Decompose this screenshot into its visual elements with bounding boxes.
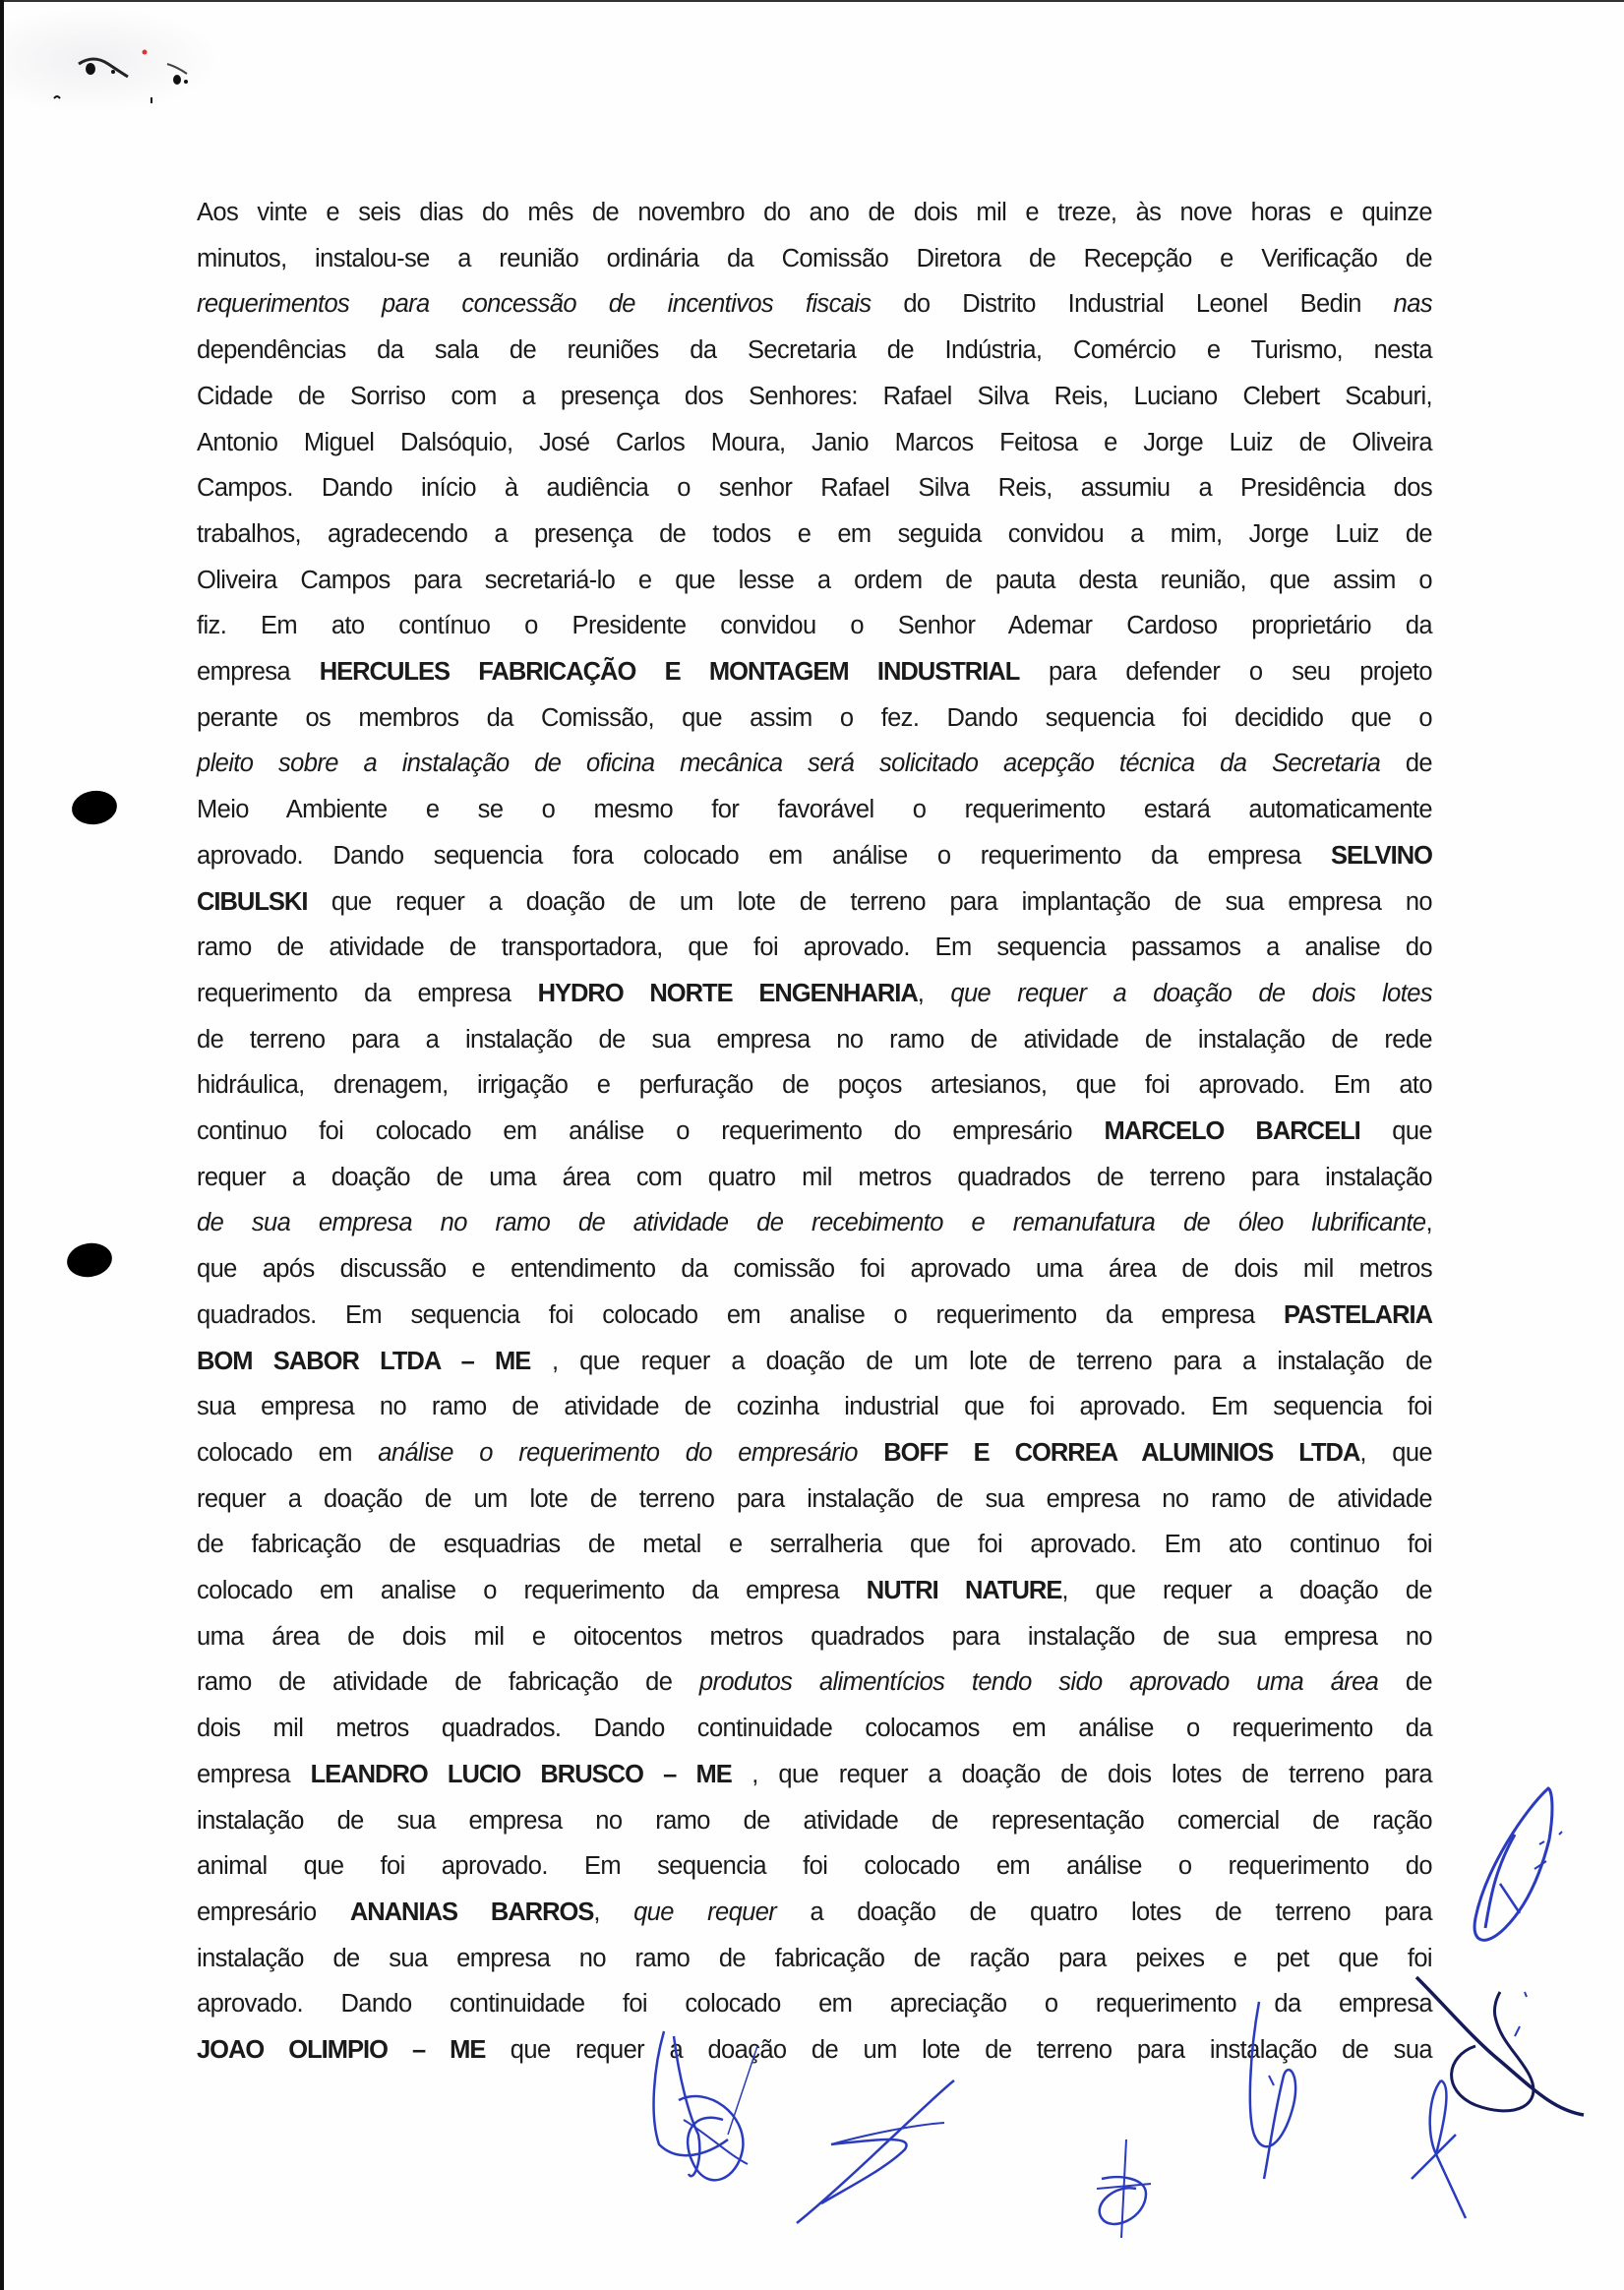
signature-bottom-4 [1239, 1997, 1318, 2184]
text-line [197, 1485, 1432, 1525]
text-line [197, 290, 1432, 330]
text-line [197, 1255, 1432, 1295]
text-line [197, 1761, 1432, 1800]
text-segment: instalação de sua empresa no ramo de fabricação de ração para peixes e pet que foi [197, 1944, 1432, 1972]
company-name: PASTELARIA [1283, 1300, 1432, 1329]
text-segment: , [1425, 1209, 1432, 1237]
scan-edge-left [0, 0, 4, 2290]
text-line [197, 1393, 1432, 1432]
text-segment: empresa [197, 658, 320, 686]
punch-hole [64, 1239, 114, 1280]
signature-right-margin [1456, 1780, 1564, 1967]
text-line [197, 1348, 1432, 1387]
text-segment: quadrados. Em sequencia foi colocado em analise o requerimento da empresa [197, 1300, 1284, 1329]
text-segment: requerimentos para concessão de incentivos fiscais [197, 290, 872, 319]
text-segment: fiz. Em ato contínuo o Presidente convidou o Senhor Ademar Cardoso proprietário da [197, 612, 1432, 640]
text-segment: Aos vinte e seis dias do mês de novembro do ano de dois mil e treze, às nove horas e quinze [197, 199, 1432, 226]
text-line [197, 567, 1432, 606]
text-segment: aprovado. Dando sequencia fora colocado em análise o requerimento da empresa [197, 841, 1331, 870]
text-segment: empresa [197, 1760, 311, 1788]
text-line [197, 1531, 1432, 1570]
text-segment: uma área de dois mil e oitocentos metros quadrados para instalação de sua empresa no [197, 1622, 1432, 1651]
text-line [197, 383, 1432, 422]
text-segment: do Distrito Industrial Leonel Bedin [871, 290, 1394, 319]
text-segment: para defender o seu projeto [1019, 658, 1432, 686]
text-segment: minutos, instalou-se a reunião ordinária da Comissão Diretora de Recepção e Verificação de [197, 244, 1432, 272]
text-segment: de terreno para a instalação de sua empresa no ramo de atividade de instalação de rede [197, 1025, 1432, 1054]
text-segment: que [1359, 1117, 1432, 1145]
text-segment [858, 1439, 883, 1467]
text-line [197, 336, 1432, 376]
company-name: HYDRO NORTE ENGENHARIA [537, 979, 918, 1007]
text-segment: , [593, 1898, 634, 1926]
text-line [197, 1117, 1432, 1157]
text-segment: análise o requerimento do empresário [378, 1438, 858, 1467]
text-line [197, 1852, 1432, 1892]
text-segment: aprovado. Dando continuidade foi colocado em apreciação o requerimento da empresa [197, 1990, 1432, 2019]
signature-bottom-3 [1092, 2135, 1161, 2243]
text-segment: , [917, 979, 951, 1007]
text-line [197, 1301, 1432, 1341]
text-line [197, 474, 1432, 513]
company-name: ANANIAS BARROS [349, 1898, 594, 1926]
corner-ink-marks [39, 20, 216, 108]
text-segment: requer a doação de um lote de terreno para instalação de sua empresa no ramo de atividade [197, 1484, 1432, 1513]
text-segment: a doação de quatro lotes de terreno para [776, 1898, 1432, 1926]
text-segment: animal que foi aprovado. Em sequencia foi colocado em análise o requerimento do [197, 1852, 1432, 1881]
text-segment: colocado em analise o requerimento da empresa [197, 1577, 867, 1604]
company-name: BOM SABOR LTDA – ME [197, 1347, 531, 1375]
text-line [197, 1898, 1432, 1938]
text-segment: requer a doação de uma área com quatro mil metros quadrados de terreno para instalação [197, 1163, 1432, 1191]
text-line [197, 980, 1432, 1019]
text-segment: ramo de atividade de fabricação de [197, 1668, 699, 1697]
text-line [197, 199, 1432, 238]
text-line [197, 520, 1432, 560]
text-segment: colocado em [197, 1438, 379, 1467]
text-segment: nas [1393, 290, 1432, 319]
text-segment: que após discussão e entendimento da comissão foi aprovado uma área de dois mil metros [197, 1255, 1432, 1284]
text-segment: requerimento da empresa [197, 979, 538, 1007]
text-segment: que requer a doação de um lote de terreno para implantação de sua empresa no [307, 887, 1432, 916]
text-segment: dois mil metros quadrados. Dando continuidade colocamos em análise o requerimento da [197, 1715, 1432, 1743]
text-segment: Antonio Miguel Dalsóquio, José Carlos Moura, Janio Marcos Feitosa e Jorge Luiz de Oliveira [197, 428, 1432, 456]
text-segment: instalação de sua empresa no ramo de atividade de representação comercial de ração [197, 1806, 1432, 1835]
text-line [197, 1026, 1432, 1065]
text-line [197, 796, 1432, 835]
company-name: BOFF E CORREA ALUMINIOS LTDA [883, 1438, 1360, 1467]
text-segment: perante os membros da Comissão, que assim o fez. Dando sequencia foi decidido que o [197, 703, 1432, 732]
text-line [197, 1577, 1432, 1616]
text-segment: , que requer a doação de um lote de terreno para a instalação de [530, 1347, 1432, 1375]
text-line [197, 1715, 1432, 1754]
text-segment: que requer [633, 1898, 777, 1926]
text-segment: que requer a doação de dois lotes [950, 979, 1432, 1007]
text-segment: , que requer a doação de dois lotes de terreno para [731, 1760, 1432, 1788]
text-segment: Meio Ambiente e se o mesmo for favorável o requerimento estará automaticamente [197, 796, 1432, 824]
text-segment: de sua empresa no ramo de atividade de recebimento e remanufatura de óleo lubrificante [197, 1209, 1426, 1237]
text-line [197, 1209, 1432, 1248]
text-line [197, 704, 1432, 744]
text-segment: Cidade de Sorriso com a presença dos Senhores: Rafael Silva Reis, Luciano Clebert Scaburi, [197, 382, 1432, 410]
scan-edge-top [0, 0, 1624, 2]
signature-bottom-1 [649, 2026, 797, 2184]
text-segment: de [1378, 1668, 1432, 1697]
text-line [197, 245, 1432, 284]
text-line [197, 934, 1432, 973]
text-line [197, 1807, 1432, 1846]
text-segment: pleito sobre a instalação de oficina mecânica será solicitado acepção técnica da Secretaria [197, 750, 1381, 778]
text-line [197, 750, 1432, 789]
text-segment: sua empresa no ramo de atividade de cozinha industrial que foi aprovado. Em sequencia foi [197, 1393, 1432, 1421]
text-line [197, 1439, 1432, 1478]
company-name: NUTRI NATURE [866, 1577, 1062, 1604]
company-name: HERCULES FABRICAÇÃO E MONTAGEM INDUSTRIAL [319, 658, 1020, 686]
company-name: MARCELO BARCELI [1104, 1117, 1360, 1145]
text-segment: , que [1359, 1438, 1432, 1467]
text-line [197, 1945, 1432, 1984]
text-line [197, 1623, 1432, 1662]
text-line [197, 888, 1432, 928]
text-line [197, 842, 1432, 881]
text-segment: trabalhos, agradecendo a presença de todos e em seguida convidou a mim, Jorge Luiz de [197, 519, 1432, 548]
signature-bottom-2 [787, 2076, 959, 2233]
text-segment: hidráulica, drenagem, irrigação e perfuração de poços artesianos, que foi aprovado. Em ato [197, 1071, 1432, 1100]
text-line [197, 1668, 1432, 1708]
text-segment: que requer a doação de um lote de terreno para instalação de sua [485, 2036, 1432, 2064]
text-segment: Campos. Dando início à audiência o senhor Rafael Silva Reis, assumiu a Presidência dos [197, 474, 1432, 503]
company-name: LEANDRO LUCIO BRUSCO – ME [310, 1760, 732, 1788]
punch-hole [70, 788, 119, 827]
text-segment: continuo foi colocado em análise o requerimento do empresário [197, 1117, 1105, 1145]
company-name: CIBULSKI [197, 887, 308, 916]
text-segment: produtos alimentícios tendo sido aprovado uma área [698, 1668, 1379, 1697]
text-segment: , que requer a doação de [1061, 1577, 1432, 1604]
text-segment: dependências da sala de reuniões da Secretaria de Indústria, Comércio e Turismo, nesta [197, 336, 1432, 365]
text-segment: de [1380, 750, 1432, 778]
company-name: SELVINO [1330, 841, 1432, 870]
text-line [197, 658, 1432, 697]
text-segment: Oliveira Campos para secretariá-lo e que lesse a ordem de pauta desta reunião, que assim o [197, 566, 1432, 594]
text-line [197, 1164, 1432, 1203]
signature-bottom-5 [1407, 2076, 1485, 2223]
text-segment: de fabricação de esquadrias de metal e serralheria que foi aprovado. Em ato continuo foi [197, 1531, 1432, 1559]
text-line [197, 1071, 1432, 1111]
text-segment: ramo de atividade de transportadora, que foi aprovado. Em sequencia passamos a analise do [197, 934, 1432, 962]
company-name: JOAO OLIMPIO – ME [197, 2036, 486, 2064]
text-line [197, 429, 1432, 468]
text-line [197, 612, 1432, 651]
text-segment: empresário [197, 1898, 350, 1926]
